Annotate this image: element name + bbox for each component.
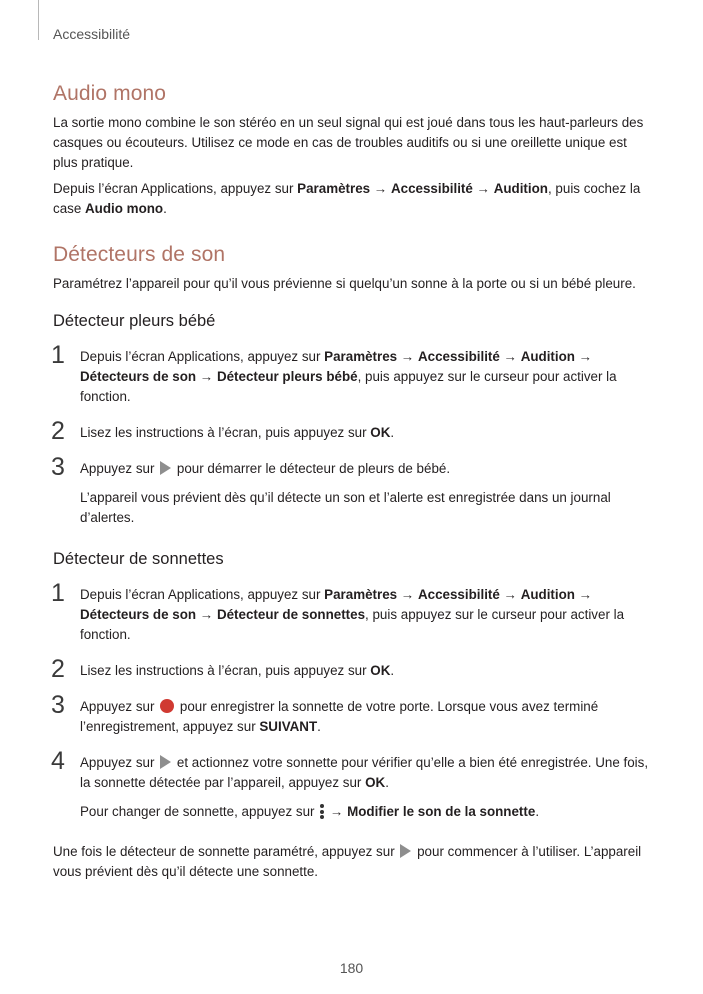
sound-detectors-heading: Détecteurs de son bbox=[53, 243, 226, 266]
doorbell-detector-heading: Détecteur de sonnettes bbox=[53, 550, 224, 568]
step-text: Appuyez sur pour démarrer le détecteur de pleurs de bébé. bbox=[80, 461, 451, 476]
step-number: 3 bbox=[51, 453, 65, 481]
step-number: 1 bbox=[51, 579, 65, 607]
step-number: 2 bbox=[51, 655, 65, 683]
more-options-icon bbox=[320, 804, 324, 819]
step-text: Depuis l’écran Applications, appuyez sur Paramètres → Accessibilité → Audition → Détecteurs de son → Détecteur pleurs bébé, puis appuyez sur le curseur pour activer la fonction. bbox=[80, 349, 617, 404]
step-text: Appuyez sur pour enregistrer la sonnette de votre porte. Lorsque vous avez terminé l’enregistrement, appuyez sur SUIVANT. bbox=[80, 699, 599, 734]
section-label: Accessibilité bbox=[53, 26, 131, 42]
sound-detectors-description: Paramétrez l’appareil pour qu’il vous prévienne si quelqu’un sonne à la porte ou si un bébé pleure. bbox=[53, 276, 636, 291]
step-number: 4 bbox=[51, 747, 65, 775]
play-icon bbox=[160, 461, 171, 475]
step-text: Lisez les instructions à l’écran, puis appuyez sur OK. bbox=[80, 663, 395, 678]
baby-step-2 bbox=[51, 417, 653, 445]
baby-step-3 bbox=[51, 453, 653, 528]
step-text: Appuyez sur et actionnez votre sonnette pour vérifier qu’elle a bien été enregistrée. Une fois, la sonnette détectée par l’appareil, appuyez sur OK. bbox=[80, 755, 649, 790]
step-text: Depuis l’écran Applications, appuyez sur Paramètres → Accessibilité → Audition → Détecteurs de son → Détecteur de sonnettes, puis appuyez sur le curseur pour activer la fonction. bbox=[80, 587, 625, 642]
page-number: 180 bbox=[339, 960, 364, 976]
audio-mono-description: La sortie mono combine le son stéréo en un seul signal qui est joué dans tous les haut-parleurs des casques ou écouteurs. Utilisez ce mode en cas de troubles auditifs ou si une oreillette unique est plus pratique. bbox=[53, 115, 644, 170]
step-text: Lisez les instructions à l’écran, puis appuyez sur OK. bbox=[80, 425, 395, 440]
step-note: L’appareil vous prévient dès qu’il détecte un son et l’alerte est enregistrée dans un journal d’alertes. bbox=[80, 490, 611, 525]
doorbell-step-2 bbox=[51, 655, 653, 683]
audio-mono-heading: Audio mono bbox=[53, 82, 167, 105]
doorbell-step-4 bbox=[51, 747, 653, 822]
baby-detector-heading: Détecteur pleurs bébé bbox=[53, 312, 216, 330]
audio-mono-instructions: Depuis l’écran Applications, appuyez sur Paramètres → Accessibilité → Audition, puis cochez la case Audio mono. bbox=[53, 181, 641, 216]
header-rule bbox=[38, 0, 39, 40]
baby-step-1 bbox=[51, 341, 653, 407]
play-icon bbox=[400, 844, 411, 858]
step-note: Pour changer de sonnette, appuyez sur → Modifier le son de la sonnette. bbox=[80, 804, 540, 819]
doorbell-step-3 bbox=[51, 691, 653, 737]
page-content bbox=[53, 82, 653, 888]
closing-paragraph: Une fois le détecteur de sonnette paramétré, appuyez sur pour commencer à l’utiliser. L’appareil vous prévient dès qu’il détecte une sonnette. bbox=[53, 844, 642, 879]
doorbell-step-1 bbox=[51, 579, 653, 645]
play-icon bbox=[160, 755, 171, 769]
record-icon bbox=[160, 699, 174, 713]
step-number: 2 bbox=[51, 417, 65, 445]
step-number: 1 bbox=[51, 341, 65, 369]
step-number: 3 bbox=[51, 691, 65, 719]
